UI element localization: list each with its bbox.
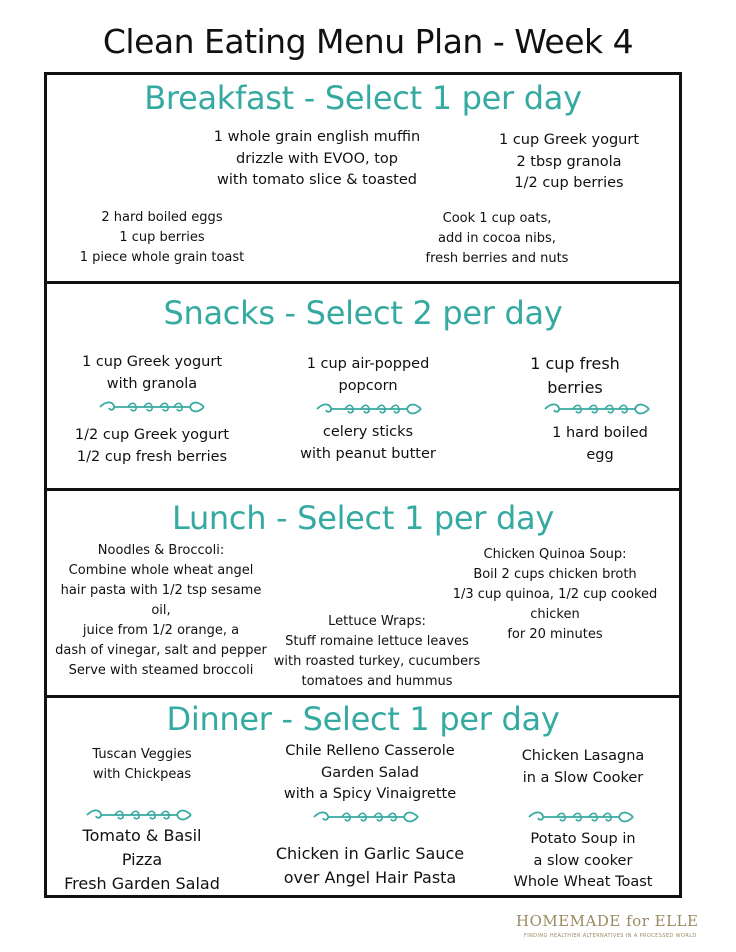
lunch-section xyxy=(47,488,679,695)
brand-name: HOMEMADE for ELLE xyxy=(516,912,699,930)
swirl-divider-icon xyxy=(315,402,423,416)
swirl-divider-icon xyxy=(98,400,206,414)
breakfast-item-eggs: 2 hard boiled eggs 1 cup berries 1 piece whole grain toast xyxy=(79,210,245,265)
snack-item-celery: celery sticks with peanut butter xyxy=(300,424,436,462)
menu-frame xyxy=(44,72,682,898)
lunch-item-noodles: Noodles & Broccoli: Combine whole wheat angel hair pasta with 1/2 tsp sesame oil, juice from 1/2 orange, a dash of vinegar, salt and pepper Serve with steamed broccoli xyxy=(55,543,267,678)
lunch-heading: Lunch - Select 1 per day xyxy=(171,499,554,537)
breakfast-heading: Breakfast - Select 1 per day xyxy=(144,79,582,117)
brand-logo xyxy=(516,912,716,946)
breakfast-item-yogurt: 1 cup Greek yogurt 2 tbsp granola 1/2 cup berries xyxy=(498,132,640,191)
dinner-item-lasagna: Chicken Lasagna in a Slow Cooker xyxy=(521,748,645,786)
snack-item-yogurt-berries: 1/2 cup Greek yogurt 1/2 cup fresh berries xyxy=(74,427,230,465)
swirl-divider-icon xyxy=(85,808,193,822)
swirl-divider-icon xyxy=(527,810,635,824)
lunch-item-lettuce-wraps: Lettuce Wraps: Stuff romaine lettuce leaves with roasted turkey, cucumbers tomatoes and hummus xyxy=(273,614,481,689)
dinner-item-tuscan-veggies: Tuscan Veggies with Chickpeas xyxy=(92,747,192,782)
snacks-section xyxy=(47,281,679,488)
snack-item-popcorn: 1 cup air-popped popcorn xyxy=(306,356,430,394)
dinner-item-potato-soup: Potato Soup in a slow cooker Whole Wheat Toast xyxy=(513,831,653,890)
breakfast-section xyxy=(47,75,679,281)
snack-item-berries: 1 cup fresh berries xyxy=(530,354,620,397)
dinner-item-garlic-chicken: Chicken in Garlic Sauce over Angel Hair Pasta xyxy=(275,844,465,887)
dinner-section xyxy=(47,695,679,898)
snacks-heading: Snacks - Select 2 per day xyxy=(163,294,563,332)
brand-tagline: FINDING HEALTHIER ALTERNATIVES IN A PROCESSED WORLD xyxy=(524,933,697,939)
swirl-divider-icon xyxy=(312,810,420,824)
breakfast-item-muffin: 1 whole grain english muffin drizzle with EVOO, top with tomato slice & toasted xyxy=(213,129,421,188)
snack-item-egg: 1 hard boiled egg xyxy=(552,425,648,463)
dinner-item-chile-relleno: Chile Relleno Casserole Garden Salad with a Spicy Vinaigrette xyxy=(283,743,457,802)
breakfast-item-oats: Cook 1 cup oats, add in cocoa nibs, fresh berries and nuts xyxy=(425,211,569,266)
lunch-item-quinoa-soup: Chicken Quinoa Soup: Boil 2 cups chicken broth 1/3 cup quinoa, 1/2 cup cooked chicken for 20 minutes xyxy=(452,547,658,642)
swirl-divider-icon xyxy=(543,402,651,416)
dinner-item-pizza: Tomato & Basil Pizza Fresh Garden Salad xyxy=(64,826,220,893)
page-title: Clean Eating Menu Plan - Week 4 xyxy=(102,22,634,61)
dinner-heading: Dinner - Select 1 per day xyxy=(166,700,560,738)
snack-item-yogurt-granola: 1 cup Greek yogurt with granola xyxy=(81,354,223,392)
